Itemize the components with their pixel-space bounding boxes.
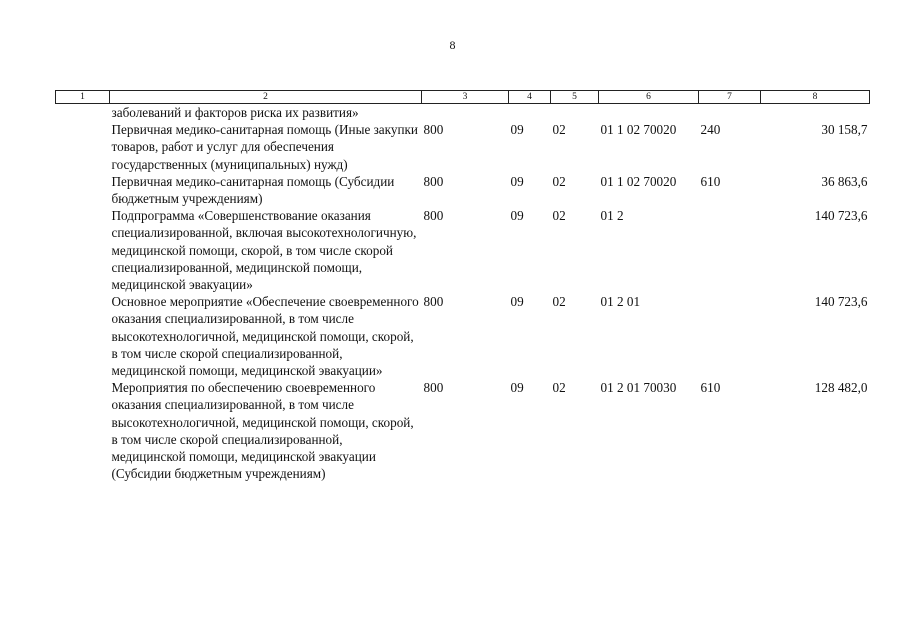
row-amount: 140 723,6: [814, 294, 868, 310]
row-name: Первичная медико-санитарная помощь (Субсидии бюджетным учреждениям): [111, 173, 395, 207]
row-amount: 140 723,6: [814, 208, 868, 224]
row-target-article: 01 2: [600, 208, 624, 224]
row-expense-type: 610: [700, 380, 721, 396]
row-subsection-code: 02: [552, 122, 566, 138]
row-section-code: 09: [510, 122, 524, 138]
row-section-code: 09: [510, 208, 524, 224]
row-name: Первичная медико-санитарная помощь (Иные закупки товаров, работ и услуг для обеспечения государственных (муниципальных) нужд): [111, 122, 418, 172]
row-ministry-code: 800: [423, 173, 444, 189]
column-header-4: 4: [509, 91, 551, 104]
column-header-3: 3: [422, 91, 509, 104]
row-ministry-code: 800: [423, 208, 444, 224]
budget-table: [55, 90, 870, 482]
column-number-row: [56, 91, 870, 104]
row-target-article: 01 1 02 70020: [600, 173, 677, 189]
row-ministry-code: 800: [423, 380, 444, 396]
row-subsection-code: 02: [552, 380, 566, 396]
row-target-article: 01 2 01: [600, 294, 641, 310]
column-header-8: 8: [761, 91, 870, 104]
table-row: [56, 379, 870, 482]
table-row: [56, 121, 870, 173]
row-name: Мероприятия по обеспечению своевременного оказания специализированной, в том числе высокотехнологичной, медицинской помощи, скорой, в том числе скорой специализированной, медицинской помощи, медицинской эвакуации (Субсидии бюджетным учреждениям): [111, 380, 414, 482]
row-amount: 128 482,0: [814, 380, 868, 396]
row-target-article: 01 2 01 70030: [600, 380, 677, 396]
column-header-7: 7: [699, 91, 761, 104]
row-section-code: 09: [510, 173, 524, 189]
row-expense-type: [699, 207, 761, 293]
row-ministry-code: 800: [423, 294, 444, 310]
row-name: Основное мероприятие «Обеспечение своевременного оказания специализированной, в том числе высокотехнологичной, медицинской помощи, скорой, в том числе скорой специализированной, медицинской помощи, медицинской эвакуации»: [111, 294, 419, 379]
row-subsection-code: 02: [552, 173, 566, 189]
column-header-6: 6: [599, 91, 699, 104]
column-header-1: 1: [56, 91, 110, 104]
row-amount: 30 158,7: [821, 122, 868, 138]
row-name: Подпрограмма «Совершенствование оказания специализированной, включая высокотехнологичную, медицинской помощи, скорой, в том числе скорой специализированной, медицинской помощи, медицинской эвакуации»: [111, 208, 417, 293]
column-header-5: 5: [551, 91, 599, 104]
row-expense-type: 240: [700, 122, 721, 138]
continuation-row: [56, 104, 870, 122]
row-expense-type: [699, 293, 761, 379]
table-row: [56, 293, 870, 379]
row-subsection-code: 02: [552, 294, 566, 310]
column-header-2: 2: [110, 91, 422, 104]
row-expense-type: 610: [700, 173, 721, 189]
row-target-article: 01 1 02 70020: [600, 122, 677, 138]
page-number: 8: [449, 38, 456, 52]
row-section-code: 09: [510, 380, 524, 396]
table-row: [56, 173, 870, 207]
row-ministry-code: 800: [423, 122, 444, 138]
row-subsection-code: 02: [552, 208, 566, 224]
continuation-text: заболеваний и факторов риска их развития»: [111, 105, 359, 120]
row-amount: 36 863,6: [821, 173, 868, 189]
table-row: [56, 207, 870, 293]
row-section-code: 09: [510, 294, 524, 310]
